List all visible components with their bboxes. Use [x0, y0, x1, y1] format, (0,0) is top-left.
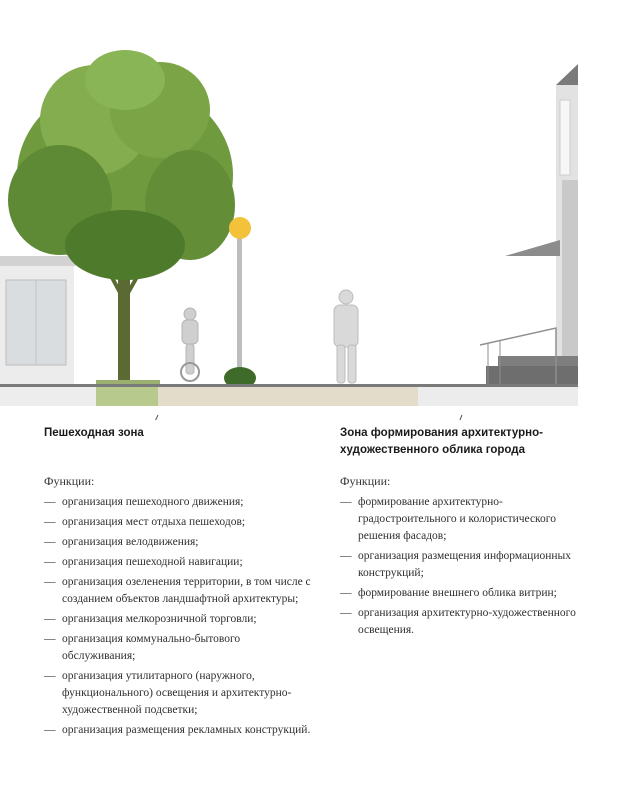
list-item-text: организация пешеходной навигации; [62, 556, 243, 568]
list-item [44, 722, 314, 739]
pedestrian-zone-title: Пешеходная зона [44, 427, 144, 439]
list-item-text: организация коммунально-бытового обслуживания; [62, 633, 241, 662]
list-item [44, 534, 314, 551]
list-item [340, 605, 580, 639]
list-item [340, 494, 580, 545]
list-item [44, 494, 314, 511]
grass-strip [96, 387, 158, 406]
list-marker: — [44, 556, 56, 568]
list-item [340, 548, 580, 582]
list-marker: — [44, 536, 56, 548]
list-item [44, 554, 314, 571]
list-marker: — [44, 724, 56, 736]
list-item-text: организация озеленения территории, в том числе с созданием объектов ландшафтной архитектуры; [62, 576, 311, 605]
left-functions-list [44, 494, 314, 742]
list-marker: — [44, 516, 56, 528]
list-item-text: формирование внешнего облика витрин; [358, 587, 557, 599]
kiosk [0, 256, 76, 384]
list-item-text: организация мест отдыха пешеходов; [62, 516, 246, 528]
list-item-text: организация размещения информационных конструкций; [358, 550, 572, 579]
list-marker: — [340, 607, 352, 619]
list-item-text: организация мелкорозничной торговли; [62, 613, 257, 625]
right-functions-list [340, 494, 580, 642]
curb-left [0, 387, 96, 406]
list-item-text: организация пешеходного движения; [62, 496, 244, 508]
list-item-text: формирование архитектурно-градостроительного и колористического решения фасадов; [358, 496, 556, 542]
right-functions-heading: Функции: [340, 474, 391, 488]
list-item [44, 611, 314, 628]
left-zone-leader [150, 415, 158, 420]
list-marker: — [340, 496, 352, 508]
list-marker: — [340, 550, 352, 562]
list-item [44, 631, 314, 665]
ground-line [0, 384, 578, 387]
list-item-text: организация размещения рекламных конструкций. [62, 724, 311, 736]
pedestrian [334, 290, 358, 383]
facade-zone-title: Зона формирования архитектурно-художественного облика города [340, 427, 543, 456]
list-item [44, 574, 314, 608]
pedestrian-paving [158, 387, 418, 406]
list-item-text: организация архитектурно-художественного освещения. [358, 607, 576, 636]
building-facade [480, 64, 578, 386]
list-item [340, 585, 580, 602]
list-item [44, 668, 314, 719]
facade-strip [418, 387, 578, 406]
list-item-text: организация утилитарного (наружного, функционального) освещения и архитектурно-художественной подсветки; [62, 670, 292, 716]
left-functions-heading: Функции: [44, 474, 95, 488]
list-marker: — [44, 576, 56, 588]
list-marker: — [44, 496, 56, 508]
list-marker: — [44, 613, 56, 625]
list-item [44, 514, 314, 531]
list-marker: — [44, 670, 56, 682]
cyclist [181, 308, 199, 381]
list-marker: — [44, 633, 56, 645]
street-lamp [229, 217, 251, 386]
list-marker: — [340, 587, 352, 599]
right-zone-leader [455, 415, 462, 420]
list-item-text: организация велодвижения; [62, 536, 199, 548]
